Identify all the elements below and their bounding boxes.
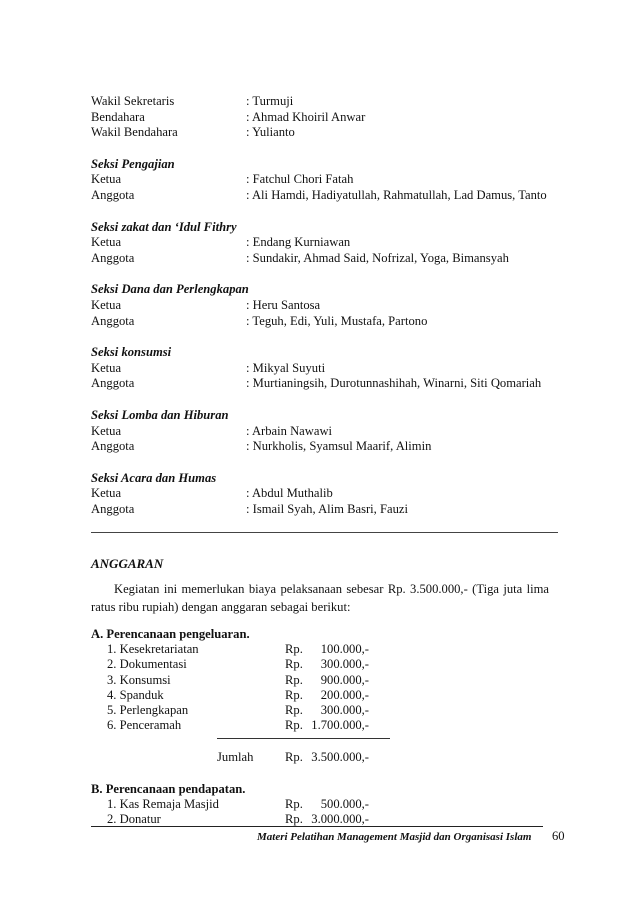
- item-label: 3. Konsumsi: [107, 672, 171, 687]
- item-label: 4. Spanduk: [107, 687, 164, 702]
- pengeluaran-heading: A. Perencanaan pengeluaran.: [91, 627, 250, 641]
- item-label: 1. Kas Remaja Masjid: [107, 797, 219, 812]
- list-item: [91, 703, 551, 718]
- currency: Rp.: [285, 718, 303, 733]
- ketua-label: Ketua: [91, 297, 122, 312]
- item-label: 2. Donatur: [107, 812, 161, 827]
- footer-divider: [91, 826, 543, 827]
- anggaran-paragraph: [91, 580, 549, 616]
- anggota-label: Anggota: [91, 501, 135, 516]
- ketua-value: : Mikyal Suyuti: [246, 360, 326, 375]
- ketua-value: : Arbain Nawawi: [246, 423, 333, 438]
- section-divider: [91, 532, 558, 533]
- ketua-label: Ketua: [91, 235, 122, 250]
- anggaran-heading: ANGGARAN: [91, 556, 164, 571]
- budget-block: [91, 626, 551, 828]
- currency: Rp.: [285, 642, 303, 656]
- role-value: : Ahmad Khoiril Anwar: [246, 109, 366, 124]
- ketua-value: : Fatchul Chori Fatah: [246, 172, 354, 187]
- anggaran-text: Kegiatan ini memerlukan biaya pelaksanaan sebesar Rp. 3.500.000,- (Tiga juta lima ratus ribu rupiah) dengan anggaran sebagai berikut:: [91, 582, 549, 614]
- total-row: [91, 750, 551, 765]
- item-label: 1. Kesekretariatan: [107, 642, 199, 656]
- page-number: 60: [552, 829, 565, 843]
- currency: Rp.: [285, 703, 303, 718]
- currency: Rp.: [285, 672, 303, 687]
- item-amount: 3.000.000,-: [311, 812, 369, 827]
- anggota-label: Anggota: [91, 250, 135, 265]
- ketua-label: Ketua: [91, 423, 122, 438]
- section-title: Seksi Dana dan Perlengkapan: [91, 282, 249, 297]
- list-item: [91, 673, 551, 688]
- role-label: Bendahara: [91, 109, 145, 124]
- currency: Rp.: [285, 749, 303, 764]
- anggota-value: : Nurkholis, Syamsul Maarif, Alimin: [246, 439, 432, 454]
- ketua-label: Ketua: [91, 360, 122, 375]
- anggota-value: : Sundakir, Ahmad Said, Nofrizal, Yoga, Bimansyah: [246, 250, 509, 265]
- ketua-value: : Heru Santosa: [246, 297, 321, 312]
- list-item: [91, 642, 551, 657]
- currency: Rp.: [285, 657, 303, 672]
- list-item: [91, 718, 551, 733]
- section-title: Seksi Lomba dan Hiburan: [91, 407, 229, 422]
- currency: Rp.: [285, 687, 303, 702]
- role-value: : Turmuji: [246, 94, 294, 108]
- ketua-value: : Endang Kurniawan: [246, 235, 351, 250]
- role-value: : Yulianto: [246, 125, 295, 140]
- item-amount: 300.000,-: [320, 657, 369, 672]
- ketua-label: Ketua: [91, 486, 122, 501]
- item-amount: 900.000,-: [320, 672, 369, 687]
- total-label: Jumlah: [217, 749, 254, 764]
- currency: Rp.: [285, 797, 303, 812]
- item-label: 6. Penceramah: [107, 718, 182, 733]
- anggota-label: Anggota: [91, 313, 135, 328]
- anggota-value: : Ali Hamdi, Hadiyatullah, Rahmatullah, Lad Damus, Tanto: [246, 187, 547, 202]
- ketua-value: : Abdul Muthalib: [246, 486, 333, 501]
- anggota-value: : Teguh, Edi, Yuli, Mustafa, Partono: [246, 313, 428, 328]
- pendapatan-heading: B. Perencanaan pendapatan.: [91, 782, 246, 797]
- anggota-label: Anggota: [91, 439, 135, 454]
- total-divider: [217, 738, 390, 739]
- anggota-value: : Ismail Syah, Alim Basri, Fauzi: [246, 501, 408, 516]
- item-label: 2. Dokumentasi: [107, 657, 187, 672]
- list-item: [91, 657, 551, 672]
- section-title: Seksi Pengajian: [91, 156, 175, 171]
- section-title: Seksi konsumsi: [91, 345, 172, 360]
- anggota-label: Anggota: [91, 376, 135, 391]
- committee-row: [91, 94, 551, 110]
- item-amount: 100.000,-: [320, 642, 369, 656]
- section-title: Seksi Acara dan Humas: [91, 470, 217, 485]
- item-label: 5. Perlengkapan: [107, 703, 189, 718]
- committee-row: [91, 110, 551, 126]
- currency: Rp.: [285, 812, 303, 827]
- list-item: [91, 797, 551, 812]
- role-label: Wakil Sekretaris: [91, 94, 175, 108]
- anggota-label: Anggota: [91, 187, 135, 202]
- committee-row: [91, 125, 551, 141]
- item-amount: 500.000,-: [320, 797, 369, 812]
- list-item: [91, 688, 551, 703]
- role-label: Wakil Bendahara: [91, 125, 178, 140]
- committee-list: [91, 94, 551, 517]
- item-amount: 300.000,-: [320, 703, 369, 718]
- section-title: Seksi zakat dan ‘Idul Fithry: [91, 219, 237, 234]
- ketua-label: Ketua: [91, 172, 122, 187]
- anggota-value: : Murtianingsih, Durotunnashihah, Winarni, Siti Qomariah: [246, 376, 542, 391]
- item-amount: 1.700.000,-: [311, 718, 369, 733]
- item-amount: 200.000,-: [320, 687, 369, 702]
- footer-title: Materi Pelatihan Management Masjid dan Organisasi Islam: [257, 831, 532, 843]
- total-amount: 3.500.000,-: [311, 749, 369, 764]
